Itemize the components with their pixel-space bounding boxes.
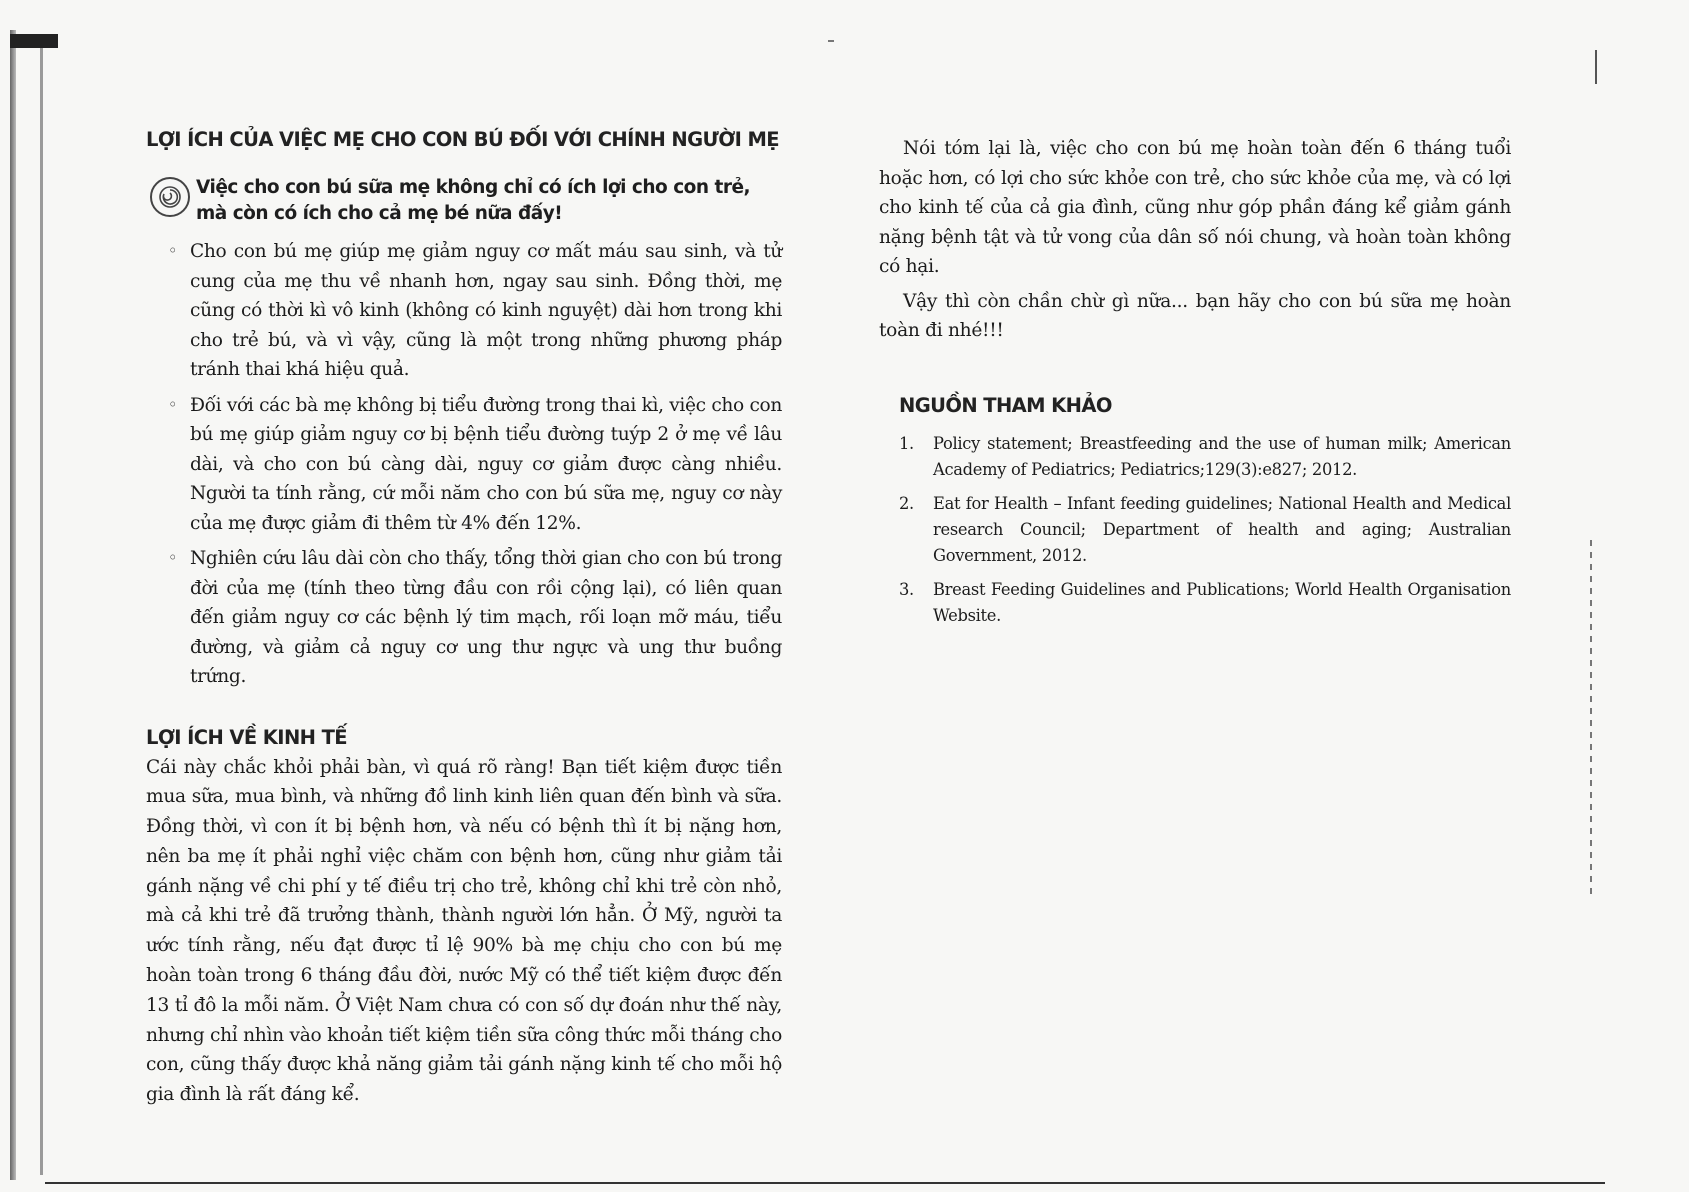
scan-edge-right-dashes [1590, 540, 1592, 900]
callout-text [196, 175, 750, 227]
scan-edge-left [10, 30, 16, 1180]
scan-edge-line [40, 45, 43, 1175]
list-item-text: Cho con bú mẹ giúp mẹ giảm nguy cơ mất máu sau sinh, và tử cung của mẹ thu về nhanh hơn, ngay sau sinh. Đồng thời, mẹ cũng có thời kì vô kinh (không có kinh nguyệt) dài hơn trong khi cho trẻ bú, và vì vậy, cũng là một trong những phương pháp tránh thai khá hiệu quả. [190, 241, 782, 380]
baby-swirl-icon-graphic [157, 184, 183, 210]
reference-number: 3. [899, 579, 914, 599]
bullet-marker: ◦ [168, 241, 178, 260]
economy-paragraph: Cái này chắc khỏi phải bàn, vì quá rõ ràng! Bạn tiết kiệm được tiền mua sữa, mua bình, và những đồ linh kinh liên quan đến bình và sữa. Đồng thời, vì con ít bị bệnh hơn, và nếu có bệnh thì ít bị nặng hơn, nên ba mẹ ít phải nghỉ việc chăm con bệnh hơn, cũng như giảm tải gánh nặng về chi phí y tế điều trị cho trẻ, không chỉ khi trẻ còn nhỏ, mà cả khi trẻ đã trưởng thành, thành người lớn hẳn. Ở Mỹ, người ta ước tính rằng, nếu đạt được tỉ lệ 90% bà mẹ chịu cho con bú mẹ hoàn toàn trong 6 tháng đầu đời, nước Mỹ có thể tiết kiệm được đến 13 tỉ đô la mỗi năm. Ở Việt Nam chưa có con số dự đoán như thế này, nhưng chỉ nhìn vào khoản tiết kiệm tiền sữa công thức mỗi tháng cho con, cũng thấy được khả năng giảm tải gánh nặng kinh tế cho mỗi hộ gia đình là rất đáng kể. [146, 756, 782, 1106]
heading-references: NGUỒN THAM KHẢO [899, 393, 1112, 417]
scan-edge-right [1595, 50, 1597, 84]
scan-bottom-edge [45, 1182, 1605, 1184]
heading-mother-benefits: LỢI ÍCH CỦA VIỆC MẸ CHO CON BÚ ĐỐI VỚI CHÍNH NGƯỜI MẸ [146, 128, 780, 151]
list-item-text: Nghiên cứu lâu dài còn cho thấy, tổng thời gian cho con bú trong đời của mẹ (tính theo từng đầu con rồi cộng lại), có liên quan đến giảm nguy cơ các bệnh lý tim mạch, rối loạn mỡ máu, tiểu đường, và giảm cả nguy cơ ung thư ngực và ung thư buồng trứng. [190, 548, 782, 687]
reference-list [899, 431, 1511, 629]
reference-text: Eat for Health – Infant feeding guidelines; National Health and Medical research Council; Department of health and aging; Australian Government, 2012. [933, 493, 1511, 565]
reference-text: Policy statement; Breastfeeding and the use of human milk; American Academy of Pediatrics; Pediatrics;129(3):e827; 2012. [933, 433, 1511, 479]
bullet-marker: ◦ [168, 394, 178, 414]
benefit-list [168, 237, 782, 692]
reference-item [899, 577, 1511, 629]
right-page [879, 134, 1511, 637]
reference-number: 1. [899, 433, 914, 453]
summary-paragraph: Nói tóm lại là, việc cho con bú mẹ hoàn toàn đến 6 tháng tuổi hoặc hơn, có lợi cho sức khỏe con trẻ, cho sức khỏe của mẹ, và có lợi cho kinh tế của cả gia đình, cũng như góp phần đáng kể giảm gánh nặng bệnh tật và tử vong của dân số nói chung, và hoàn toàn không có hại. [879, 138, 1511, 277]
callout [150, 175, 782, 227]
reference-text: Breast Feeding Guidelines and Publications; World Health Organisation Website. [933, 579, 1511, 625]
left-page [146, 128, 782, 1110]
heading-economy: LỢI ÍCH VỀ KINH TẾ [146, 725, 347, 749]
reference-item [899, 491, 1511, 569]
list-item [168, 544, 782, 692]
callout-line-2: mà còn có ích cho cả mẹ bé nữa đấy! [196, 203, 563, 224]
list-item-text: Đối với các bà mẹ không bị tiểu đường trong thai kì, việc cho con bú mẹ giúp giảm nguy cơ bị bệnh tiểu đường tuýp 2 ở mẹ về lâu dài, và cho con bú càng dài, nguy cơ giảm được càng nhiều. Người ta tính rằng, cứ mỗi năm cho con bú sữa mẹ, nguy cơ này của mẹ được giảm đi thêm từ 4% đến 12%. [190, 394, 782, 534]
bullet-marker: ◦ [168, 548, 178, 567]
economy-section [146, 726, 782, 1111]
scan-corner-mark [10, 34, 58, 48]
reference-item [899, 431, 1511, 483]
callout-line-1: Việc cho con bú sữa mẹ không chỉ có ích lợi cho con trẻ, [196, 177, 751, 198]
reference-number: 2. [899, 493, 914, 513]
scan-top-tick [828, 40, 834, 42]
list-item [168, 391, 782, 539]
baby-swirl-icon [150, 177, 190, 217]
closing-paragraph: Vậy thì còn chần chừ gì nữa... bạn hãy cho con bú sữa mẹ hoàn toàn đi nhé!!! [879, 290, 1511, 341]
list-item [168, 237, 782, 385]
